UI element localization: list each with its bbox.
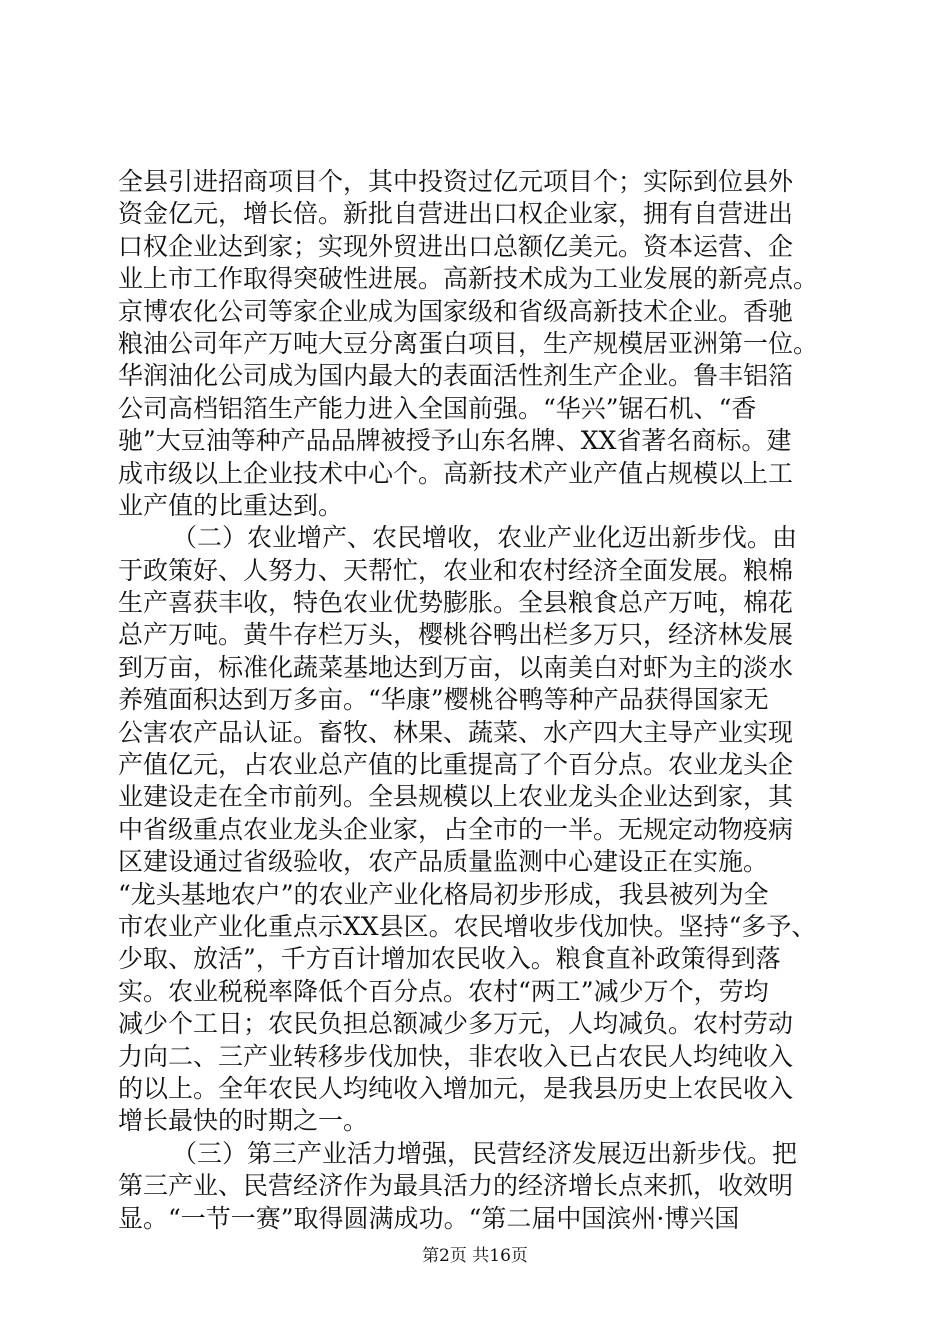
page-footer: 第2页 共16页 — [422, 1246, 528, 1266]
text-line: 于政策好、人努力、天帮忙，农业和农村经济全面发展。粮棉 — [118, 555, 794, 585]
text-line: 成市级以上企业技术中心个。高新技术产业产值占规模以上工 — [118, 458, 794, 488]
text-line: 减少个工日；农民负担总额减少多万元，人均减负。农村劳动 — [118, 1009, 794, 1039]
text-line: 京博农化公司等家企业成为国家级和省级高新技术企业。香驰 — [118, 296, 794, 326]
text-line: 全县引进招商项目个，其中投资过亿元项目个；实际到位县外 — [118, 167, 794, 196]
text-line: 资金亿元，增长倍。新批自营进出口权企业家，拥有自营进出 — [118, 199, 794, 229]
text-line: 第三产业、民营经济作为最具活力的经济增长点来抓，收效明 — [118, 1171, 794, 1201]
paragraph-start-line: （三）第三产业活力增强，民营经济发展迈出新步伐。把 — [172, 1138, 798, 1168]
text-line: 市农业产业化重点示XX县区。农民增收步伐加快。坚持“多予、 — [118, 911, 817, 941]
text-line: 力向二、三产业转移步伐加快，非农收入已占农民人均纯收入 — [118, 1041, 794, 1071]
document-body — [118, 166, 838, 1235]
text-line: 业上市工作取得突破性进展。高新技术成为工业发展的新亮点。 — [118, 264, 819, 294]
text-line: 的以上。全年农民人均纯收入增加元，是我县历史上农民收入 — [118, 1073, 794, 1103]
text-line: 业建设走在全市前列。全县规模以上农业龙头企业达到家，其 — [118, 782, 794, 812]
text-line: “龙头基地农户”的农业产业化格局初步形成，我县被列为全 — [118, 879, 769, 909]
text-line: 少取、放活”，千方百计增加农民收入。粮食直补政策得到落 — [118, 944, 781, 974]
text-line: 华润油化公司成为国内最大的表面活性剂生产企业。鲁丰铝箔 — [118, 361, 794, 391]
text-line: 驰”大豆油等种产品品牌被授予山东名牌、XX省著名商标。建 — [118, 426, 792, 456]
text-line: 显。“一节一赛”取得圆满成功。“第二届中国滨州·博兴国 — [118, 1203, 740, 1233]
paragraph-start-line: （二）农业增产、农民增收，农业产业化迈出新步伐。由 — [172, 523, 798, 553]
text-line: 中省级重点农业龙头企业家，占全市的一半。无规定动物疫病 — [118, 814, 794, 844]
text-line: 粮油公司年产万吨大豆分离蛋白项目，生产规模居亚洲第一位。 — [118, 328, 819, 358]
text-line: 生产喜获丰收，特色农业优势膨胀。全县粮食总产万吨，棉花 — [118, 588, 794, 618]
text-line: 产值亿元，占农业总产值的比重提高了个百分点。农业龙头企 — [118, 750, 794, 780]
text-line: 公害农产品认证。畜牧、林果、蔬菜、水产四大主导产业实现 — [118, 717, 794, 747]
text-line: 口权企业达到家；实现外贸进出口总额亿美元。资本运营、企 — [118, 231, 794, 261]
text-line: 实。农业税税率降低个百分点。农村“两工”减少万个，劳均 — [118, 976, 769, 1006]
text-line: 公司高档铝箔生产能力进入全国前强。“华兴”锯石机、“香 — [118, 393, 757, 423]
text-line: 增长最快的时期之一。 — [118, 1106, 369, 1136]
text-line: 养殖面积达到万多亩。“华康”樱桃谷鸭等种产品获得国家无 — [118, 685, 769, 715]
text-line: 业产值的比重达到。 — [118, 490, 344, 520]
text-line: 总产万吨。黄牛存栏万头，樱桃谷鸭出栏多万只，经济林发展 — [118, 620, 794, 650]
text-line: 区建设通过省级验收，农产品质量监测中心建设正在实施。 — [118, 847, 769, 877]
text-line: 到万亩，标准化蔬菜基地达到万亩，以南美白对虾为主的淡水 — [118, 652, 794, 682]
